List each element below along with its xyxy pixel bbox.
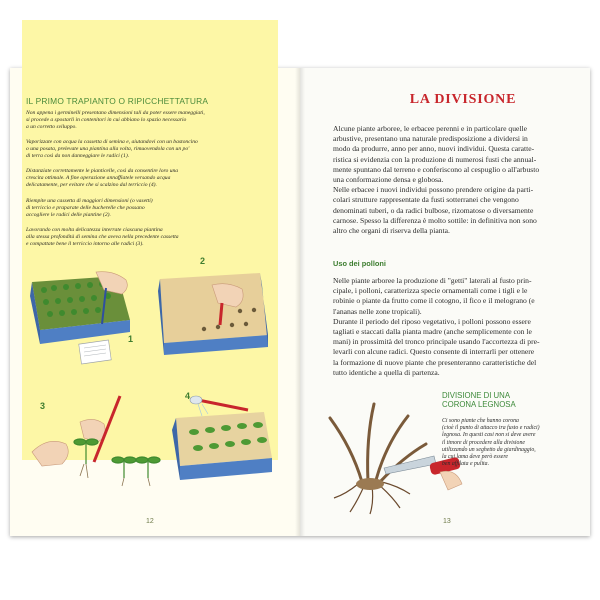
polloni-text: Nelle piante arboree la produzione di "getti" laterali al fusto prin- cipale, i polloni, caratterizza specie ornamentali come i tigli e le robinie o piante da frutto come il cotogno, il fico e il melograno (e l'ananas nelle zone tropicali). Durante il periodo del riposo vegetativo, i polloni possono essere tagliati e staccati dalla pianta madre (anche semplicemente con le mani) in prossimità del tronco principale usando l'accortezza di pre- levarli con alcune radici. Questo consente di interrarli per ottenere la formazione di nuove piante che presenteranno caratteristiche del tutto identiche a quella di partenza.: [333, 276, 540, 377]
right-page-title: LA DIVISIONE: [409, 92, 517, 107]
crown-division-text: Ci sono piante che hanno corona (cioè il punto di attacco tra fusto e radici) legnosa. In questi casi non si deve avere il timore di procedere alla divisione utilizzando un seghetto da giardinaggio, la cui lama deve però essere ben affilata e pulita.: [442, 418, 540, 468]
book-gutter: [295, 68, 305, 536]
crown-division-title: DIVISIONE DI UNA CORONA LEGNOSA: [442, 391, 516, 410]
illustration-transplant-seedling: [28, 392, 164, 490]
section-subtitle: Uso dei polloni: [333, 259, 386, 268]
step-label-4: 4: [185, 391, 191, 401]
illustration-seedling-tray-2: [156, 255, 274, 365]
left-paragraph-1: Non appena i germinelli presentano dimensioni tali da poter essere maneggiati, si procede a spostarli in contenitori in cui abbiano lo spazio necessario a un corretto sviluppo.: [26, 110, 205, 131]
step-label-2: 2: [200, 256, 206, 266]
illustration-watering-tray: [168, 388, 278, 484]
illustration-seedling-tray-1: [26, 268, 144, 380]
left-page-title: IL PRIMO TRAPIANTO O RIPICCHETTATURA: [26, 96, 209, 106]
left-paragraph-5: Lavorando con molta delicatezza interrate ciascuna piantina alla stessa profondità di semina che aveva nella precedente cassetta e compattate bene il terriccio intorno alle radici (3).: [26, 227, 179, 248]
left-paragraph-2: Vaporizzate con acqua la cassetta di semina e, aiutandovi con un bastoncino o una posata, prelevate una piantina alla volta, rimuovendola con un po' di terra così da non danneggiare le radici (1).: [26, 139, 198, 160]
step-label-1: 1: [128, 334, 134, 344]
left-page-number: 12: [146, 518, 154, 525]
intro-text: Alcune piante arboree, le erbacee perenni e in particolare quelle arbustive, presentano una naturale predisposizione a dividersi in modo da produrre, anno per anno, nuovi individui. Questa caratte- ristica si evidenzia con la produzione di numerosi fusti che annual- mente spuntano dal terreno e conferiscono al cespuglio o all'arbusto una conformazione densa e globosa. Nelle erbacee i nuovi individui possono prendere origine da parti- colari strutture rappresentate da fusti sotterranei che vengono denominati tuberi, o da radici bulbose, rizomatose o diversamente carnose. Spesso la differenza è molto sottile: in definitiva non sono altro che organi di riserva della pianta.: [333, 124, 540, 236]
left-paragraph-3: Distanziate correttamente le pianticelle, così da consentire loro una crescita ottimale. A fine operazione annaffiatele versando acqua delicatamente, per evitare che si scalzino dal terriccio (4).: [26, 168, 179, 189]
right-page-number: 13: [443, 518, 451, 525]
step-label-3: 3: [40, 401, 46, 411]
left-paragraph-4: Riempite una cassetta di maggiori dimensioni (o vasetti) di terriccio e praparate delle bucherelle che possano accogliere le radici delle piantine (2).: [26, 198, 153, 219]
